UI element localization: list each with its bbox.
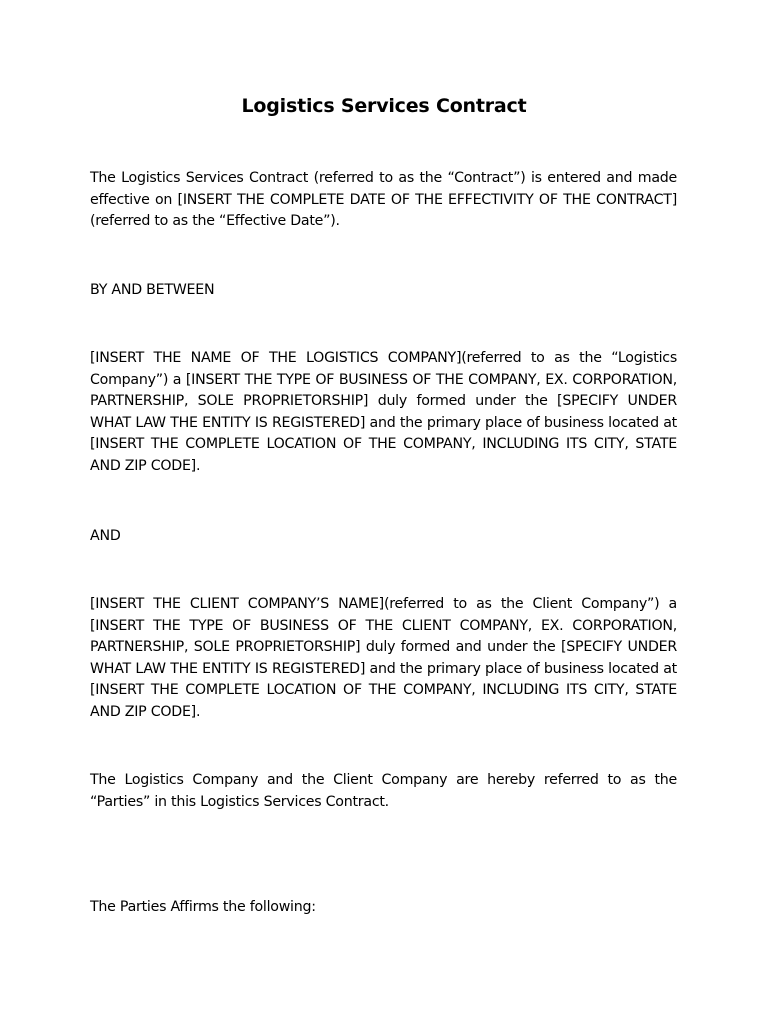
and-heading: AND — [90, 528, 121, 544]
intro-paragraph: The Logistics Services Contract (referred to as the “Contract”) is entered and made effective on [INSERT THE COMPLETE DATE OF THE EFFECTIVITY OF THE CONTRACT] (referred to as the “Effective Date”). — [90, 170, 677, 230]
parties-definition-paragraph: The Logistics Company and the Client Company are hereby referred to as the “Parties” in this Logistics Services Contract. — [90, 772, 677, 810]
parties-affirm-paragraph: The Parties Affirms the following: — [90, 899, 316, 915]
client-company-paragraph: [INSERT THE CLIENT COMPANY’S NAME](referred to as the Client Company”) a [INSERT THE TYPE OF BUSINESS OF THE CLIENT COMPANY, EX. CORPORATION, PARTNERSHIP, SOLE PROPRIETORSHIP] duly formed and under the [SPECIFY UNDER WHAT LAW THE ENTITY IS REGISTERED] and the primary place of business located at [INSERT THE COMPLETE LOCATION OF THE COMPANY, INCLUDING ITS CITY, STATE AND ZIP CODE]. — [90, 596, 677, 720]
logistics-company-paragraph: [INSERT THE NAME OF THE LOGISTICS COMPANY](referred to as the “Logistics Company”) a [INSERT THE TYPE OF BUSINESS OF THE COMPANY, EX. CORPORATION, PARTNERSHIP, SOLE PROPRIETORSHIP] duly formed under the [SPECIFY UNDER WHAT LAW THE ENTITY IS REGISTERED] and the primary place of business located at [INSERT THE COMPLETE LOCATION OF THE COMPANY, INCLUDING ITS CITY, STATE AND ZIP CODE]. — [90, 350, 677, 474]
document-title: Logistics Services Contract — [241, 95, 527, 117]
by-and-between-heading: BY AND BETWEEN — [90, 282, 215, 298]
